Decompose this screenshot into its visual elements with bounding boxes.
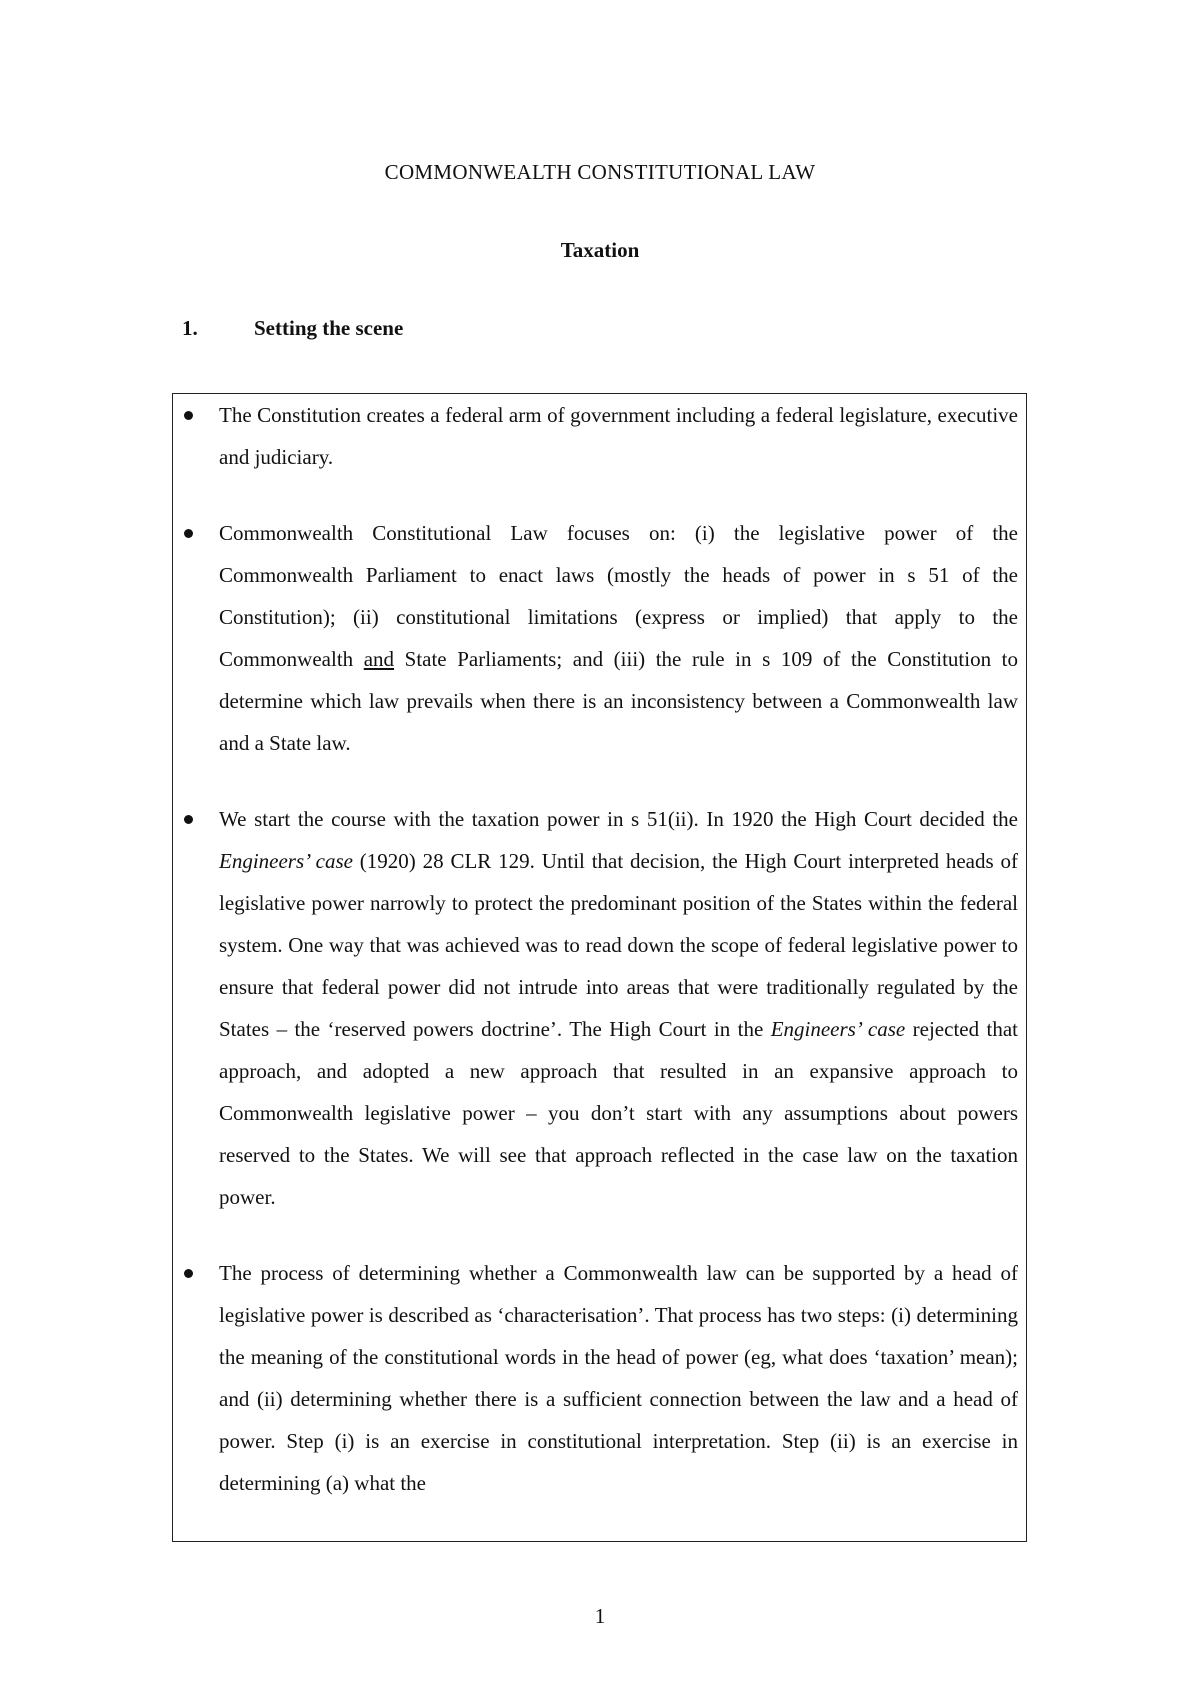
bullet-item [173, 512, 1026, 764]
section-heading-text: Setting the scene [254, 316, 404, 340]
case-name: Engineers’ case [219, 849, 353, 873]
section-number: 1. [182, 316, 198, 340]
page-number: 1 [594, 1604, 606, 1628]
bullet-icon [184, 1269, 193, 1278]
bullet-text: The Constitution creates a federal arm of government including a federal legislature, executive and judiciary. [219, 403, 1018, 469]
bullet-text: (1920) 28 CLR 129. Until that decision, the High Court interpreted heads of legislative power narrowly to protect the predominant position of the States within the federal system. One way that was achieved was to read down the scope of federal legislative power to ensure that federal power did not intrude into areas that were traditionally regulated by the States – the ‘reserved powers doctrine’. The High Court in the [219, 849, 1018, 1041]
bullet-text: We start the course with the taxation power in s 51(ii). In 1920 the High Court decided the [219, 807, 1018, 831]
section-heading [182, 316, 403, 341]
case-name: Engineers’ case [770, 1017, 906, 1041]
document-title: COMMONWEALTH CONSTITUTIONAL LAW [384, 160, 816, 184]
bullet-item [173, 394, 1026, 478]
bullet-icon [184, 815, 193, 824]
bullet-icon [184, 411, 193, 420]
underlined-word: and [363, 647, 395, 671]
bordered-content-box [172, 393, 1027, 1542]
bullet-item [173, 1252, 1026, 1504]
bullet-text: Commonwealth Constitutional Law focuses on: (i) the legislative power of the Commonwealth Parliament to enact laws (mostly the heads of power in s 51 of the Constitution); (ii) constitutional limitations (express or implied) that apply to the Commonwealth [219, 521, 1018, 671]
bullet-text: rejected that approach, and adopted a new approach that resulted in an expansive approach to Commonwealth legislative power – you don’t start with any assumptions about powers reserved to the States. We will see that approach reflected in the case law on the taxation power. [219, 1017, 1018, 1209]
bullet-text: The process of determining whether a Commonwealth law can be supported by a head of legislative power is described as ‘characterisation’. That process has two steps: (i) determining the meaning of the constitutional words in the head of power (eg, what does ‘taxation’ mean); and (ii) determining whether there is a sufficient connection between the law and a head of power. Step (i) is an exercise in constitutional interpretation. Step (ii) is an exercise in determining (a) what the [219, 1261, 1018, 1495]
bullet-icon [184, 529, 193, 538]
document-subtitle: Taxation [560, 238, 640, 262]
bullet-text: State Parliaments; and (iii) the rule in s 109 of the Constitution to determine which law prevails when there is an inconsistency between a Commonwealth law and a State law. [219, 647, 1018, 755]
bullet-item [173, 798, 1026, 1218]
